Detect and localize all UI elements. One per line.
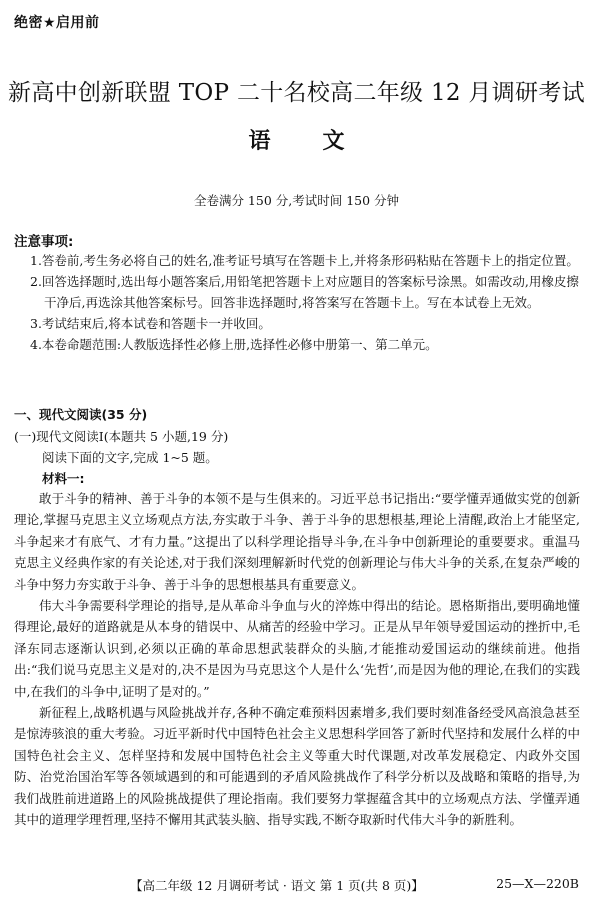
subject-char-2: 文 [322,129,345,154]
subject-title [0,124,593,155]
notice-item: 1.答卷前,考生务必将自己的姓名,准考证号填写在答题卡上,并将条形码粘贴在答题卡上的指定位置。 [30,253,579,268]
notice-item: 4.本卷命题范围:人教版选择性必修上册,选择性必修中册第一、第二单元。 [30,337,438,352]
section-heading: 一、现代文阅读(35 分) [14,407,148,422]
reading-instruction: 阅读下面的文字,完成 1~5 题。 [42,450,218,465]
notice-list [30,250,580,355]
exam-info: 全卷满分 150 分,考试时间 150 分钟 [193,193,400,208]
subject-char-1: 语 [248,129,271,154]
footer-page-info: 【高二年级 12 月调研考试 · 语文 第 1 页(共 8 页)】 [130,878,424,893]
material-label: 材料一: [42,471,85,486]
material-body [14,488,580,831]
notice-item: 3.考试结束后,将本试卷和答题卡一并收回。 [30,316,271,331]
notice-heading: 注意事项: [14,234,74,250]
subsection-heading: (一)现代文阅读Ⅰ(本题共 5 小题,19 分) [14,429,229,444]
paragraph: 敢于斗争的精神、善于斗争的本领不是与生俱来的。习近平总书记指出:“要学懂弄通做实党的创新理论,掌握马克思主义立场观点方法,夯实敢于斗争、善于斗争的思想根基,理论上清醒,政治上才能坚定,斗争起来才有底气、才有力量。”这提出了以科学理论指导斗争,在斗争中创新理论的重要要求。重温马克思主义经典作家的有关论述,对于我们深刻理解新时代党的创新理论与伟大斗争的关系,在复杂严峻的斗争中努力夯实敢于斗争、善于斗争的思想根基具有重要意义。 [14,491,580,592]
paragraph: 新征程上,战略机遇与风险挑战并存,各种不确定难预料因素增多,我们要时刻准备经受风高浪急甚至是惊涛骇浪的重大考验。习近平新时代中国特色社会主义思想科学回答了新时代坚持和发展什么样的中国特色社会主义、怎样坚持和发展中国特色社会主义等重大时代课题,对改革发展稳定、内政外交国防、治党治国治军等各领域遇到的和可能遇到的矛盾风险挑战作了科学分析以及战略和策略的指导,为我们战胜前进道路上的风险挑战提供了理论指南。我们要努力掌握蕴含其中的立场观点方法、学懂弄通其中的道理学理哲理,坚持不懈用其武装头脑、指导实践,不断夺取新时代伟大斗争的新胜利。 [14,705,580,828]
footer-code: 25—X—220B [496,876,579,891]
paragraph: 伟大斗争需要科学理论的指导,是从革命斗争血与火的淬炼中得出的结论。恩格斯指出,要明确地懂得理论,最好的道路就是从本身的错误中、从痛苦的经验中学习。正是从早年领导爱国运动的挫折中,毛泽东同志逐渐认识到,必须以正确的革命思想武装群众的头脑,才能推动爱国运动的继续前进。他指出:“我们说马克思主义是对的,决不是因为马克思这个人是什么‘先哲’,而是因为他的理论,在我们的实践中,在我们的斗争中,证明了是对的。” [14,598,580,699]
notice-item: 2.回答选择题时,选出每小题答案后,用铅笔把答题卡上对应题目的答案标号涂黑。如需改动,用橡皮擦干净后,再选涂其他答案标号。回答非选择题时,将答案写在答题卡上。写在本试卷上无效。 [30,274,579,310]
exam-title: 新高中创新联盟 TOP 二十名校高二年级 12 月调研考试 [8,80,585,106]
confidential-label: 绝密★启用前 [14,15,100,31]
